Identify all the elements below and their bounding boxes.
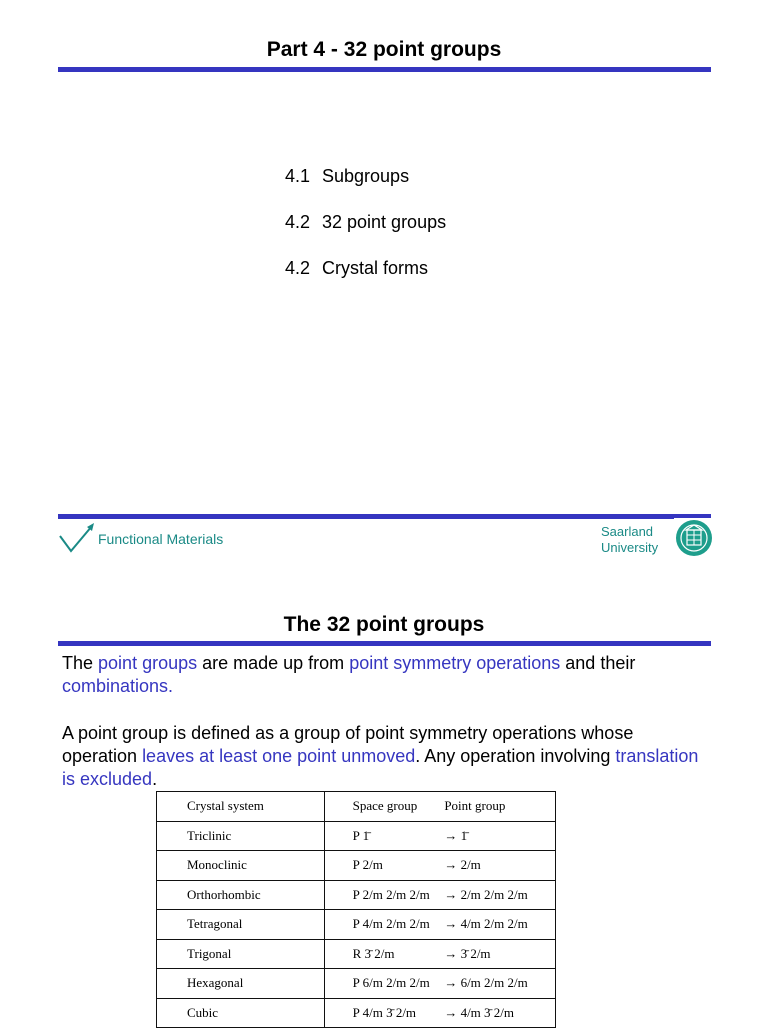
footer-functional-materials: Functional Materials	[98, 531, 224, 547]
highlight-point-groups: point groups	[98, 653, 198, 673]
cell-space-group: P 2/m 2/m 2/m	[324, 880, 444, 910]
toc-item-2	[285, 212, 446, 233]
cell-crystal-system: Monoclinic	[157, 851, 325, 881]
toc-item-text: Subgroups	[322, 166, 410, 186]
slide2-title: The 32 point groups	[283, 613, 485, 636]
header-point-group: Point group	[444, 792, 555, 822]
table-row	[157, 880, 556, 910]
text-run: The	[62, 653, 99, 673]
cell-space-group: P 4/m 3̄ 2/m	[324, 998, 444, 1028]
highlight-translation-excluded: translation is excluded	[62, 746, 699, 789]
toc-item-text: Crystal forms	[322, 258, 429, 278]
toc-item-text: 32 point groups	[322, 212, 447, 232]
cell-space-group: R 3̄ 2/m	[324, 939, 444, 969]
text-run: A point group is defined as a group of point symmetry operations whose operation	[62, 723, 634, 766]
university-seal-icon	[674, 518, 714, 558]
toc-item-1	[285, 166, 409, 187]
cell-point-group: → 2/m	[444, 851, 555, 881]
slide1-title-rule	[58, 67, 711, 72]
crystal-system-table	[156, 791, 556, 1028]
highlight-point-symmetry-operations: point symmetry operations	[349, 653, 561, 673]
table-row	[157, 998, 556, 1028]
table-row	[157, 939, 556, 969]
paragraph-definition	[62, 722, 712, 791]
text-run: and their	[560, 653, 636, 673]
header-space-group: Space group	[324, 792, 444, 822]
toc-item-3	[285, 258, 428, 279]
cell-space-group: P 6/m 2/m 2/m	[324, 969, 444, 999]
text-run: are made up from	[197, 653, 350, 673]
paragraph-point-groups	[62, 652, 712, 698]
footer-university-name	[601, 524, 658, 556]
toc-item-number: 4.2	[285, 258, 311, 278]
table-row	[157, 821, 556, 851]
text-run: .	[152, 769, 158, 789]
university-line-1: Saarland	[601, 524, 654, 539]
slide1-footer-rule	[58, 514, 711, 519]
cell-crystal-system: Tetragonal	[157, 910, 325, 940]
header-crystal-system: Crystal system	[157, 792, 325, 822]
cell-crystal-system: Hexagonal	[157, 969, 325, 999]
checkmark-logo-icon	[58, 522, 98, 554]
cell-crystal-system: Orthorhombic	[157, 880, 325, 910]
highlight-combinations: combinations.	[62, 676, 174, 696]
slide1-title: Part 4 - 32 point groups	[266, 38, 502, 61]
cell-space-group: P 2/m	[324, 851, 444, 881]
cell-crystal-system: Triclinic	[157, 821, 325, 851]
cell-crystal-system: Cubic	[157, 998, 325, 1028]
toc-item-number: 4.2	[285, 212, 311, 232]
highlight-leaves-point-unmoved: leaves at least one point unmoved	[142, 746, 416, 766]
table-row	[157, 969, 556, 999]
slide2-title-rule	[58, 641, 711, 646]
cell-point-group: → 4/m 3̄ 2/m	[444, 998, 555, 1028]
cell-point-group: → 3̄ 2/m	[444, 939, 555, 969]
cell-point-group: → 6/m 2/m 2/m	[444, 969, 555, 999]
table-row	[157, 910, 556, 940]
cell-point-group: → 1̄	[444, 821, 555, 851]
cell-point-group: → 2/m 2/m 2/m	[444, 880, 555, 910]
text-run: . Any operation involving	[415, 746, 616, 766]
cell-crystal-system: Trigonal	[157, 939, 325, 969]
cell-space-group: P 4/m 2/m 2/m	[324, 910, 444, 940]
university-line-2: University	[601, 540, 659, 555]
cell-point-group: → 4/m 2/m 2/m	[444, 910, 555, 940]
cell-space-group: P 1̄	[324, 821, 444, 851]
table-header-row	[157, 792, 556, 822]
toc-item-number: 4.1	[285, 166, 311, 186]
table-row	[157, 851, 556, 881]
